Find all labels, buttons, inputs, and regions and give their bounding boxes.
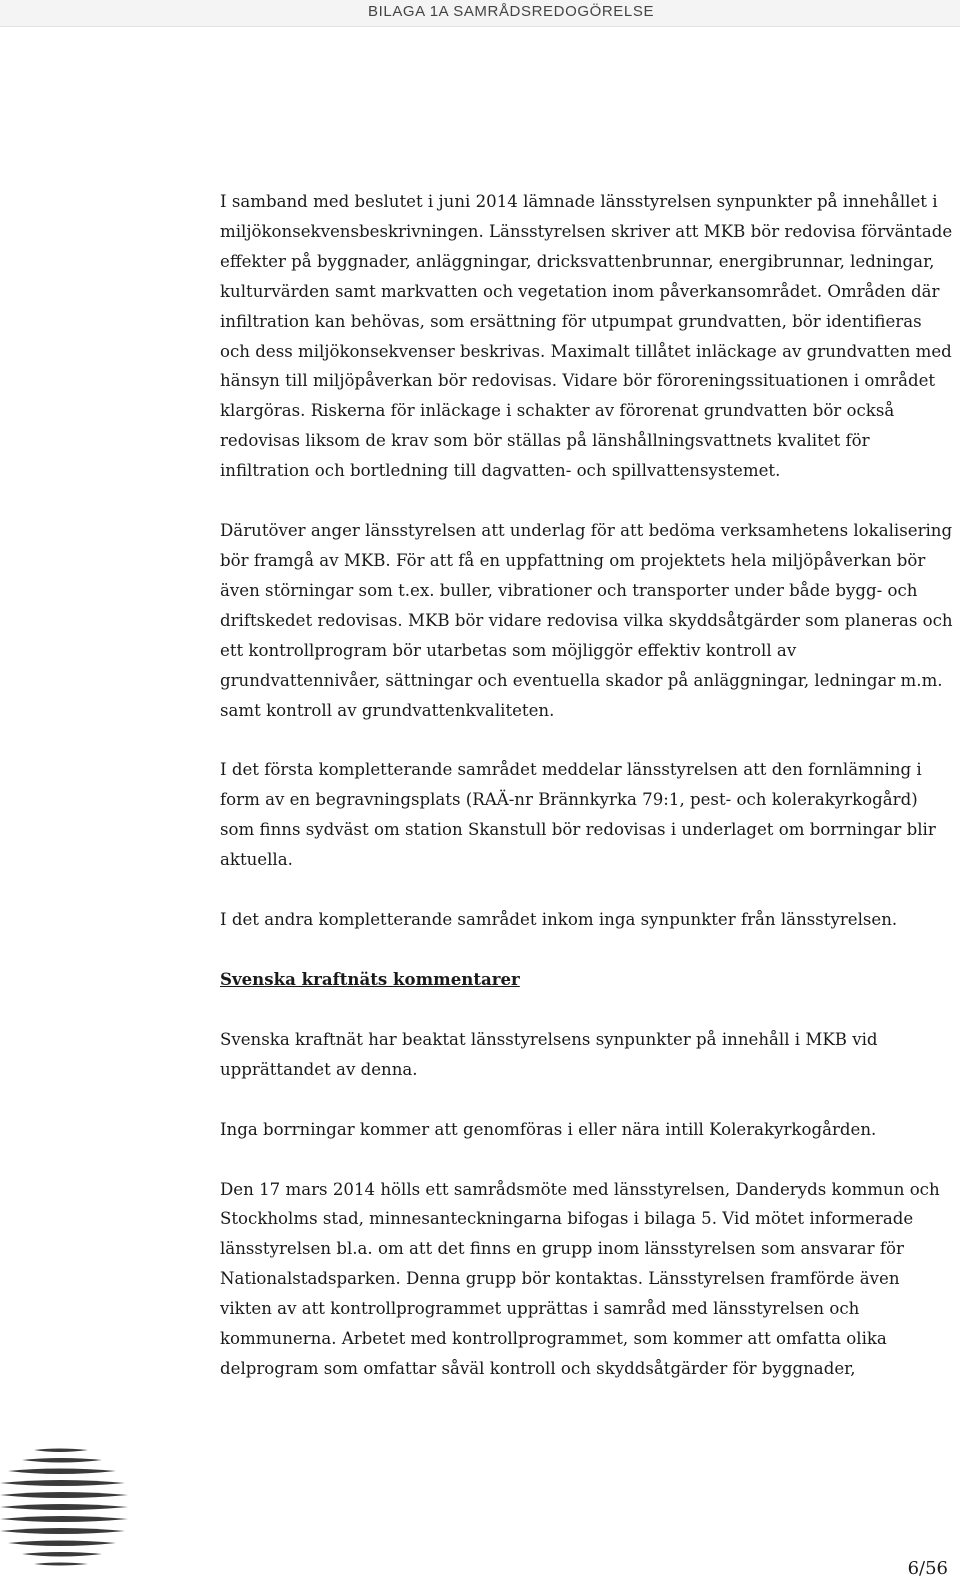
paragraph-lansstyrelsen-synpunkter: I samband med beslutet i juni 2014 lämnade länsstyrelsen synpunkter på innehållet i miljökonsekvensbeskrivningen. Länsstyrelsen skriver att MKB bör redovisa förväntade effekter på byggnader, anläggningar, dricksvattenbrunnar, energibrunnar, ledningar, kulturvärden samt markvatten och vegetation inom påverkansområdet. Områden där infiltration kan behövas, som ersättning för utpumpat grundvatten, bör identifieras och dess miljökonsekvenser beskrivas. Maximalt tillåtet inläckage av grundvatten med hänsyn till miljöpåverkan bör redovisas. Vidare bör föroreningssituationen i området klargöras. Riskerna för inläckage i schakter av förorenat grundvatten bör också redovisas liksom de krav som bör ställas på länshållningsvattnets kvalitet för infiltration och bortledning till dagvatten- och spillvattensystemet. [220,192,953,481]
paragraph-forsta-kompletterande: I det första kompletterande samrådet meddelar länsstyrelsen att den fornlämning i form av en begravningsplats (RAÄ-nr Brännkyrka 79:1, pest- och kolerakyrkogård) som finns sydväst om station Skanstull bör redovisas i underlaget om borrningar blir aktuella. [220,760,936,870]
comment-paragraph-beaktat: Svenska kraftnät har beaktat länsstyrelsens synpunkter på innehåll i MKB vid upprättandet av denna. [220,1029,878,1079]
page-number: 6/56 [907,1558,948,1579]
paragraph-darutover: Därutöver anger länsstyrelsen att underlag för att bedöma verksamhetens lokalisering bör framgå av MKB. För att få en uppfattning om projektets hela miljöpåverkan bör även störningar som t.ex. buller, vibrationer och transporter under både bygg- och driftskedet redovisas. MKB bör vidare redovisa vilka skyddsåtgärder som planeras och ett kontrollprogram bör utarbetas som möjliggör effektiv kontroll av grundvattennivåer, sättningar och eventuella skador på anläggningar, ledningar m.m. samt kontroll av grundvattenkvaliteten. [220,521,953,720]
svenska-kraftnat-logo-icon [0,1446,130,1568]
comment-paragraph-samradsmote: Den 17 mars 2014 hölls ett samrådsmöte med länsstyrelsen, Danderyds kommun och Stockholms stad, minnesanteckningarna bifogas i bilaga 5. Vid mötet informerade länsstyrelsen bl.a. om att det finns en grupp inom länsstyrelsen som ansvarar för Nationalstadsparken. Denna grupp bör kontaktas. Länsstyrelsen framförde även vikten av att kontrollprogrammet upprättas i samråd med länsstyrelsen och kommunerna. Arbetet med kontrollprogrammet, som kommer att omfatta olika delprogram som omfattar såväl kontroll och skyddsåtgärder för byggnader, [220,1179,940,1378]
paragraph-andra-kompletterande: I det andra kompletterande samrådet inkom inga synpunkter från länsstyrelsen. [220,910,898,930]
header-title: BILAGA 1A SAMRÅDSREDOGÖRELSE [368,3,655,20]
document-body [220,187,955,1414]
section-heading: Svenska kraftnäts kommentarer [220,968,520,989]
page-header [0,0,960,27]
comment-paragraph-borrningar: Inga borrningar kommer att genomföras i eller nära intill Kolerakyrkogården. [220,1119,877,1139]
